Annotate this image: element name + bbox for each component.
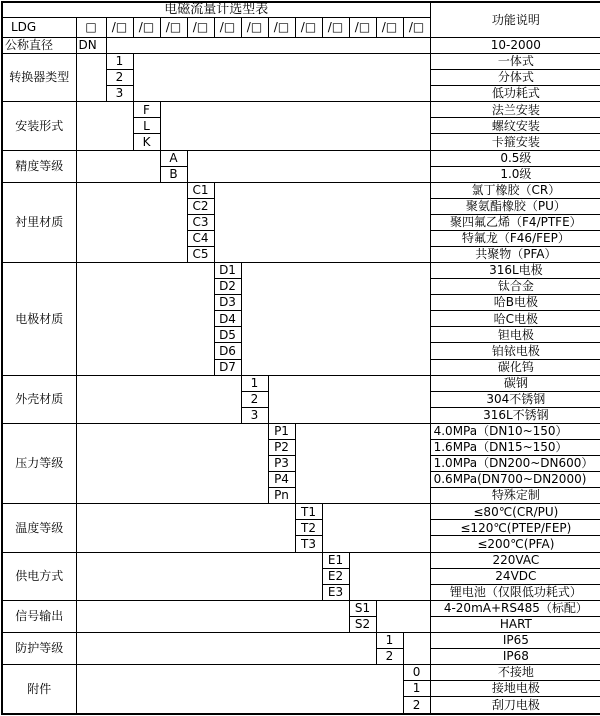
code-cell: D2 xyxy=(214,279,241,295)
desc-cell: 哈C电极 xyxy=(430,311,600,327)
desc-cell: 特氟龙（F46/FEP） xyxy=(430,230,600,246)
header-slash-cell: /□ xyxy=(295,18,322,38)
desc-cell: IP65 xyxy=(430,632,600,648)
desc-cell: 10-2000 xyxy=(430,38,600,54)
code-cell: A xyxy=(160,150,187,166)
code-cell: C5 xyxy=(187,247,214,263)
table-row xyxy=(2,2,600,18)
desc-cell: 不接地 xyxy=(430,665,600,681)
empty-cell xyxy=(187,150,430,182)
empty-cell xyxy=(76,665,403,714)
table-row xyxy=(2,182,600,198)
code-cell: 2 xyxy=(106,70,133,86)
header-slash-cell: /□ xyxy=(322,18,349,38)
category-cell: 公称直径 xyxy=(2,38,76,54)
empty-cell xyxy=(76,552,322,600)
desc-cell: 法兰安装 xyxy=(430,102,600,118)
desc-cell: 铂铱电极 xyxy=(430,343,600,359)
category-cell: 外壳材质 xyxy=(2,375,76,423)
empty-cell xyxy=(403,632,430,664)
code-cell: D3 xyxy=(214,295,241,311)
empty-cell xyxy=(76,375,241,423)
category-cell: 压力等级 xyxy=(2,423,76,503)
model-prefix-cell: LDG xyxy=(2,18,76,38)
table-row xyxy=(2,665,600,681)
empty-cell xyxy=(106,38,430,54)
desc-cell: ≤80℃(CR/PU) xyxy=(430,504,600,520)
selection-table xyxy=(1,1,600,715)
category-cell: 附件 xyxy=(2,665,76,714)
code-cell: F xyxy=(133,102,160,118)
header-slash-cell: /□ xyxy=(160,18,187,38)
code-cell: D1 xyxy=(214,263,241,279)
desc-cell: 螺纹安装 xyxy=(430,118,600,134)
desc-cell: 接地电极 xyxy=(430,681,600,697)
code-cell: E1 xyxy=(322,552,349,568)
desc-cell: 4-20mA+RS485（标配） xyxy=(430,600,600,616)
desc-cell: 刮刀电极 xyxy=(430,697,600,714)
desc-cell: 共聚物（PFA） xyxy=(430,247,600,263)
empty-cell xyxy=(160,102,430,150)
code-cell: C2 xyxy=(187,198,214,214)
code-cell: S2 xyxy=(349,616,376,632)
desc-cell: 哈B电极 xyxy=(430,295,600,311)
empty-cell xyxy=(76,504,295,552)
desc-cell: 碳钢 xyxy=(430,375,600,391)
code-cell: D7 xyxy=(214,359,241,375)
header-slash-cell: /□ xyxy=(268,18,295,38)
code-cell: L xyxy=(133,118,160,134)
desc-cell: HART xyxy=(430,616,600,632)
category-cell: 信号输出 xyxy=(2,600,76,632)
header-slash-cell: /□ xyxy=(376,18,403,38)
category-cell: 精度等级 xyxy=(2,150,76,182)
code-cell: S1 xyxy=(349,600,376,616)
header-slash-cell: /□ xyxy=(106,18,133,38)
category-cell: 衬里材质 xyxy=(2,182,76,262)
desc-cell: 一体式 xyxy=(430,54,600,70)
desc-cell: 聚四氟乙烯（F4/PTFE） xyxy=(430,214,600,230)
code-cell: T1 xyxy=(295,504,322,520)
code-cell: P2 xyxy=(268,439,295,455)
desc-cell: 分体式 xyxy=(430,70,600,86)
empty-cell xyxy=(349,552,430,600)
desc-cell: 1.6MPa（DN15~150） xyxy=(430,439,600,455)
empty-cell xyxy=(376,600,430,632)
desc-cell: 0.6MPa(DN700~DN2000) xyxy=(430,472,600,488)
code-cell: P3 xyxy=(268,456,295,472)
empty-cell xyxy=(76,150,160,182)
code-cell: K xyxy=(133,134,160,150)
table-body xyxy=(2,2,600,714)
table-row xyxy=(2,102,600,118)
code-cell: 2 xyxy=(403,697,430,714)
code-cell: 2 xyxy=(376,648,403,664)
desc-cell: 特殊定制 xyxy=(430,488,600,504)
header-box-cell: □ xyxy=(76,18,106,38)
desc-cell: 316L不锈钢 xyxy=(430,407,600,423)
code-cell: 0 xyxy=(403,665,430,681)
empty-cell xyxy=(76,263,214,376)
desc-cell: 220VAC xyxy=(430,552,600,568)
desc-cell: 1.0MPa（DN200~DN600） xyxy=(430,456,600,472)
empty-cell xyxy=(322,504,430,552)
header-slash-cell: /□ xyxy=(403,18,430,38)
desc-cell: ≤120℃(PTEP/FEP) xyxy=(430,520,600,536)
table-row xyxy=(2,375,600,391)
desc-cell: 304不锈钢 xyxy=(430,391,600,407)
table-row xyxy=(2,504,600,520)
desc-cell: 钛合金 xyxy=(430,279,600,295)
desc-cell: 碳化钨 xyxy=(430,359,600,375)
desc-cell: 聚氨酯橡胶（PU） xyxy=(430,198,600,214)
code-cell: T3 xyxy=(295,536,322,552)
code-cell: C1 xyxy=(187,182,214,198)
code-cell: E2 xyxy=(322,568,349,584)
empty-cell xyxy=(76,182,187,262)
desc-cell: 4.0MPa（DN10~150） xyxy=(430,423,600,439)
desc-cell: ≤200℃(PFA) xyxy=(430,536,600,552)
header-slash-cell: /□ xyxy=(133,18,160,38)
header-slash-cell: /□ xyxy=(241,18,268,38)
table-row xyxy=(2,54,600,70)
empty-cell xyxy=(76,600,349,632)
table-title: 电磁流量计选型表 xyxy=(2,2,430,18)
empty-cell xyxy=(76,54,106,102)
table-row xyxy=(2,552,600,568)
table-row xyxy=(2,632,600,648)
desc-cell: 钽电极 xyxy=(430,327,600,343)
code-cell: 1 xyxy=(106,54,133,70)
desc-cell: 氯丁橡胶（CR） xyxy=(430,182,600,198)
empty-cell xyxy=(76,423,268,503)
desc-cell: IP68 xyxy=(430,648,600,664)
code-cell: C4 xyxy=(187,230,214,246)
category-cell: 转换器类型 xyxy=(2,54,76,102)
code-cell: D6 xyxy=(214,343,241,359)
desc-header: 功能说明 xyxy=(430,2,600,38)
empty-cell xyxy=(133,54,430,102)
category-cell: 供电方式 xyxy=(2,552,76,600)
category-cell: 安装形式 xyxy=(2,102,76,150)
desc-cell: 锂电池（仅限低功耗式） xyxy=(430,584,600,600)
code-cell: 1 xyxy=(403,681,430,697)
code-cell: 3 xyxy=(106,86,133,102)
category-cell: 温度等级 xyxy=(2,504,76,552)
empty-cell xyxy=(76,102,133,150)
code-cell: DN xyxy=(76,38,106,54)
code-cell: P1 xyxy=(268,423,295,439)
code-cell: 3 xyxy=(241,407,268,423)
table-row xyxy=(2,263,600,279)
code-cell: D4 xyxy=(214,311,241,327)
code-cell: D5 xyxy=(214,327,241,343)
code-cell: B xyxy=(160,166,187,182)
header-slash-cell: /□ xyxy=(214,18,241,38)
header-slash-cell: /□ xyxy=(349,18,376,38)
code-cell: P4 xyxy=(268,472,295,488)
header-slash-cell: /□ xyxy=(187,18,214,38)
empty-cell xyxy=(295,423,430,503)
code-cell: 1 xyxy=(376,632,403,648)
desc-cell: 低功耗式 xyxy=(430,86,600,102)
table-row xyxy=(2,423,600,439)
empty-cell xyxy=(76,632,376,664)
desc-cell: 316L电极 xyxy=(430,263,600,279)
empty-cell xyxy=(241,263,430,376)
desc-cell: 1.0级 xyxy=(430,166,600,182)
empty-cell xyxy=(214,182,430,262)
code-cell: 2 xyxy=(241,391,268,407)
code-cell: 1 xyxy=(241,375,268,391)
table-row xyxy=(2,150,600,166)
code-cell: Pn xyxy=(268,488,295,504)
desc-cell: 24VDC xyxy=(430,568,600,584)
category-cell: 电极材质 xyxy=(2,263,76,376)
desc-cell: 卡箍安装 xyxy=(430,134,600,150)
code-cell: T2 xyxy=(295,520,322,536)
table-row xyxy=(2,38,600,54)
desc-cell: 0.5级 xyxy=(430,150,600,166)
category-cell: 防护等级 xyxy=(2,632,76,664)
table-row xyxy=(2,600,600,616)
code-cell: E3 xyxy=(322,584,349,600)
empty-cell xyxy=(268,375,430,423)
code-cell: C3 xyxy=(187,214,214,230)
